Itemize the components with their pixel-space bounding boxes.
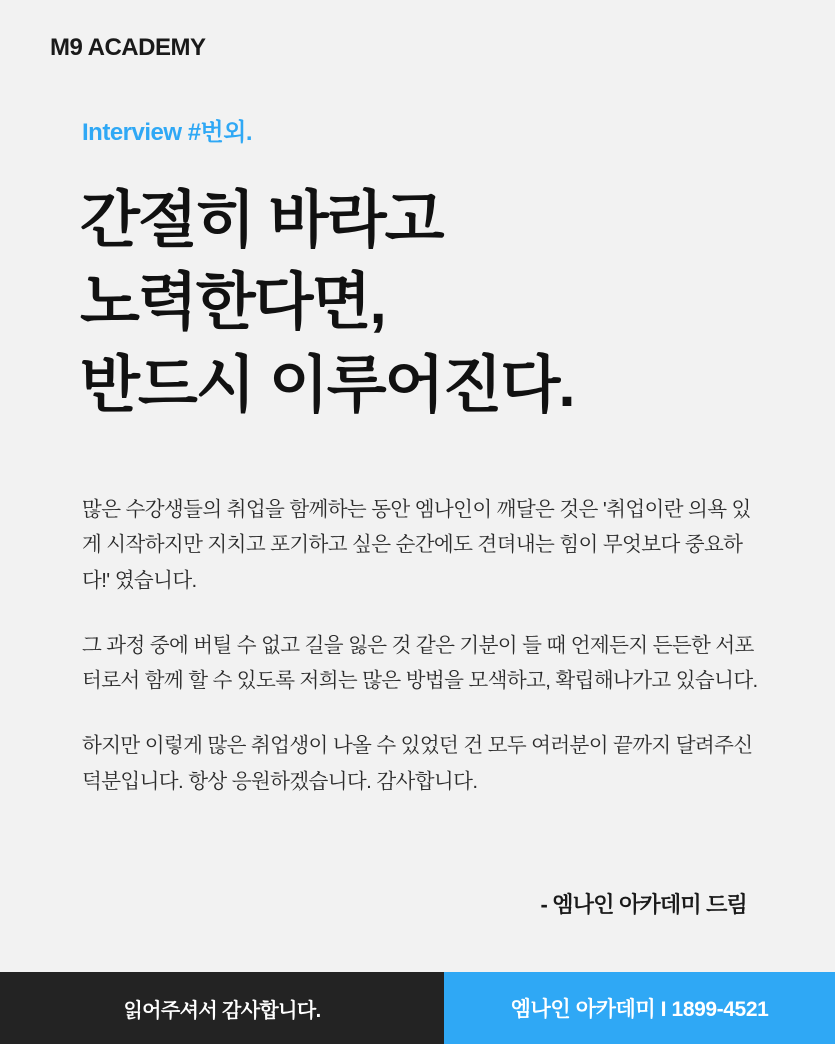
body-copy [82, 492, 758, 799]
interview-label: Interview #번외. [82, 119, 253, 146]
footer-thanks-text: 읽어주셔서 감사합니다. [0, 972, 444, 1044]
brand-logo: M9 ACADEMY [50, 34, 206, 61]
headline-line-2: 노력한다면, [80, 268, 385, 338]
headline [80, 180, 780, 427]
footer-contact-text[interactable]: 엠나인 아카데미 I 1899-4521 [444, 972, 835, 1044]
headline-line-3: 반드시 이루어진다. [80, 350, 574, 420]
body-paragraph-2: 그 과정 중에 버틸 수 없고 길을 잃은 것 같은 기분이 들 때 언제든지 든든한 서포터로서 함께 할 수 있도록 저희는 많은 방법을 모색하고, 확립해나가고 있습니다. [82, 633, 758, 692]
body-paragraph-3: 하지만 이렇게 많은 취업생이 나올 수 있었던 건 모두 여러분이 끝까지 달려주신 덕분입니다. 항상 응원하겠습니다. 감사합니다. [82, 734, 753, 793]
headline-line-1: 간절히 바라고 [80, 186, 443, 255]
signature: - 엠나인 아카데미 드림 [540, 892, 747, 917]
footer-bar [0, 972, 835, 1044]
body-paragraph-1: 많은 수강생들의 취업을 함께하는 동안 엠나인이 깨달은 것은 '취업이란 의욕 있게 시작하지만 지치고 포기하고 싶은 순간에도 견뎌내는 힘이 무엇보다 중요하다!' 였습니다. [82, 498, 751, 592]
